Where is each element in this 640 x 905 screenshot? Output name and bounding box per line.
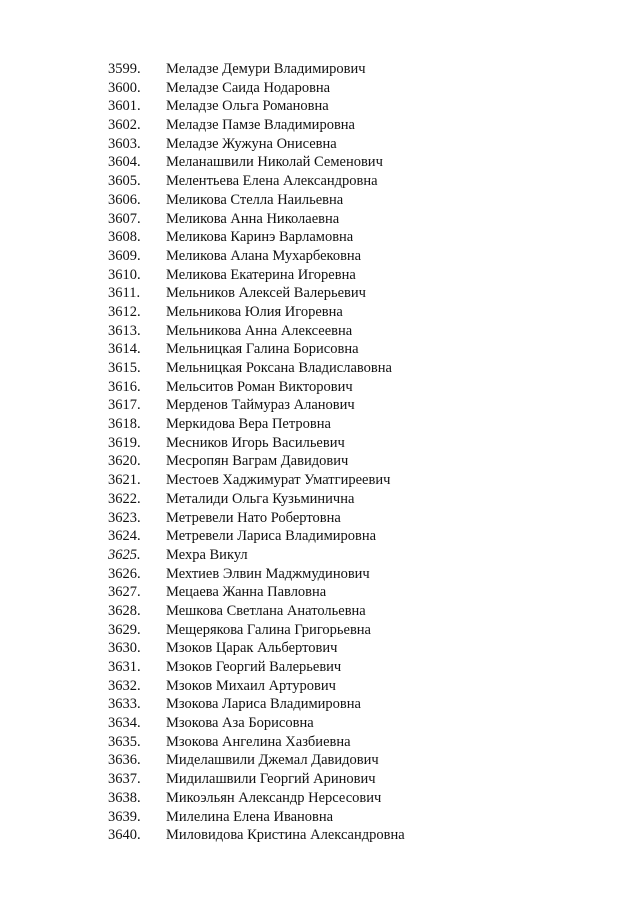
list-item bbox=[108, 378, 405, 397]
list-item bbox=[108, 116, 405, 135]
list-item bbox=[108, 639, 405, 658]
list-item bbox=[108, 546, 405, 565]
entry-name: Милелина Елена Ивановна bbox=[166, 808, 334, 825]
entry-name: Мелентьева Елена Александровна bbox=[166, 173, 378, 190]
list-item bbox=[108, 153, 405, 172]
entry-number: 3601. bbox=[108, 98, 141, 115]
list-item bbox=[108, 60, 405, 79]
list-item bbox=[108, 396, 405, 415]
list-item bbox=[108, 658, 405, 677]
list-item bbox=[108, 340, 405, 359]
list-item bbox=[108, 490, 405, 509]
entry-name: Мельников Алексей Валерьевич bbox=[166, 285, 366, 302]
list-item bbox=[108, 509, 405, 528]
entry-number: 3626. bbox=[108, 565, 141, 582]
entry-number: 3631. bbox=[108, 659, 141, 675]
list-item bbox=[108, 621, 405, 640]
list-item bbox=[108, 714, 405, 733]
entry-number: 3609. bbox=[108, 247, 141, 264]
entry-number: 3603. bbox=[108, 135, 141, 152]
list-item bbox=[108, 284, 405, 303]
entry-name: Микоэльян Александр Нерсесович bbox=[166, 789, 382, 806]
entry-number: 3600. bbox=[108, 79, 141, 96]
entry-name: Мзокова Аза Борисовна bbox=[166, 715, 314, 732]
list-item bbox=[108, 770, 405, 789]
entry-name: Мзоков Георгий Валерьевич bbox=[166, 659, 342, 675]
entry-name: Мзокова Ангелина Хазбиевна bbox=[166, 733, 351, 750]
entry-number: 3611. bbox=[108, 285, 141, 302]
entry-number: 3628. bbox=[108, 602, 141, 619]
entry-name: Местоев Хаджимурат Уматгиреевич bbox=[166, 472, 391, 489]
entry-number: 3629. bbox=[108, 621, 141, 638]
entry-name: Мерденов Таймураз Аланович bbox=[166, 397, 355, 414]
list-item bbox=[108, 359, 405, 378]
entry-name: Мельникова Анна Алексеевна bbox=[166, 322, 353, 339]
entry-number: 3624. bbox=[108, 528, 141, 545]
entry-name: Мешкова Светлана Анатольевна bbox=[166, 602, 366, 619]
entry-name: Мзокова Лариса Владимировна bbox=[166, 696, 361, 713]
entry-name: Месропян Ваграм Давидович bbox=[166, 453, 349, 470]
entry-name: Миделашвили Джемал Давидович bbox=[166, 752, 379, 769]
entry-name: Мельситов Роман Викторович bbox=[166, 378, 353, 395]
entry-name: Мельницкая Роксана Владиславовна bbox=[166, 360, 392, 376]
entry-name: Меладзе Ольга Романовна bbox=[166, 98, 329, 115]
entry-number: 3640. bbox=[108, 827, 141, 844]
list-item bbox=[108, 434, 405, 453]
list-item bbox=[108, 471, 405, 490]
list-item bbox=[108, 97, 405, 116]
list-item bbox=[108, 266, 405, 285]
entry-number: 3621. bbox=[108, 472, 141, 489]
entry-number: 3634. bbox=[108, 715, 141, 732]
entry-number: 3613. bbox=[108, 322, 141, 339]
list-item bbox=[108, 695, 405, 714]
entry-number: 3612. bbox=[108, 303, 141, 320]
entry-name: Мельницкая Галина Борисовна bbox=[166, 341, 359, 358]
entry-number: 3625. bbox=[108, 546, 141, 563]
entry-number: 3637. bbox=[108, 771, 141, 788]
entry-number: 3622. bbox=[108, 490, 141, 507]
entry-number: 3599. bbox=[108, 61, 141, 77]
entry-name: Меладзе Демури Владимирович bbox=[166, 61, 366, 77]
entry-name: Мещерякова Галина Григорьевна bbox=[166, 621, 371, 638]
entry-number: 3636. bbox=[108, 752, 141, 769]
entry-number: 3607. bbox=[108, 210, 141, 227]
entry-number: 3605. bbox=[108, 173, 141, 190]
entry-number: 3619. bbox=[108, 434, 141, 451]
entry-name: Меланашвили Николай Семенович bbox=[166, 154, 383, 171]
entry-name: Меликова Каринэ Варламовна bbox=[166, 229, 354, 246]
entry-name: Мзоков Михаил Артурович bbox=[166, 677, 336, 694]
entry-name: Месников Игорь Васильевич bbox=[166, 434, 345, 451]
entry-number: 3614. bbox=[108, 341, 141, 358]
entry-number: 3617. bbox=[108, 397, 141, 414]
entry-name: Мзоков Царак Альбертович bbox=[166, 640, 338, 657]
entry-number: 3606. bbox=[108, 191, 141, 208]
entry-name: Металиди Ольга Кузьминична bbox=[166, 490, 355, 507]
entry-name: Мехтиев Элвин Маджмудинович bbox=[166, 565, 370, 582]
list-item bbox=[108, 415, 405, 434]
list-item bbox=[108, 172, 405, 191]
list-item bbox=[108, 677, 405, 696]
entry-name: Меликова Алана Мухарбековна bbox=[166, 247, 362, 264]
entry-name: Меликова Анна Николаевна bbox=[166, 210, 340, 227]
list-item bbox=[108, 191, 405, 210]
entry-name: Меладзе Памзе Владимировна bbox=[166, 117, 355, 134]
entry-name: Метревели Лариса Владимировна bbox=[166, 528, 377, 545]
name-list bbox=[108, 60, 405, 845]
entry-number: 3604. bbox=[108, 154, 141, 171]
list-item bbox=[108, 527, 405, 546]
entry-name: Мецаева Жанна Павловна bbox=[166, 584, 327, 601]
entry-name: Меликова Стелла Наильевна bbox=[166, 191, 344, 208]
entry-name: Меликова Екатерина Игоревна bbox=[166, 266, 356, 283]
entry-name: Мельникова Юлия Игоревна bbox=[166, 303, 343, 320]
list-item bbox=[108, 322, 405, 341]
entry-number: 3639. bbox=[108, 808, 141, 825]
entry-name: Миловидова Кристина Александровна bbox=[166, 827, 405, 844]
list-item bbox=[108, 733, 405, 752]
entry-number: 3620. bbox=[108, 453, 141, 470]
list-item bbox=[108, 583, 405, 602]
entry-number: 3623. bbox=[108, 509, 141, 526]
entry-name: Мехра Викул bbox=[166, 546, 248, 563]
list-item bbox=[108, 228, 405, 247]
list-item bbox=[108, 303, 405, 322]
list-item bbox=[108, 247, 405, 266]
entry-number: 3632. bbox=[108, 677, 141, 694]
list-item bbox=[108, 751, 405, 770]
list-item bbox=[108, 565, 405, 584]
list-item bbox=[108, 826, 405, 845]
entry-name: Меркидова Вера Петровна bbox=[166, 416, 331, 433]
list-item bbox=[108, 808, 405, 827]
entry-name: Метревели Нато Робертовна bbox=[166, 509, 341, 526]
entry-number: 3615. bbox=[108, 360, 141, 376]
entry-number: 3627. bbox=[108, 584, 141, 601]
list-item bbox=[108, 79, 405, 98]
entry-number: 3608. bbox=[108, 229, 141, 246]
list-item bbox=[108, 789, 405, 808]
list-item bbox=[108, 602, 405, 621]
entry-name: Меладзе Жужуна Онисевна bbox=[166, 135, 337, 152]
list-item bbox=[108, 452, 405, 471]
entry-name: Меладзе Саида Нодаровна bbox=[166, 79, 331, 96]
entry-number: 3638. bbox=[108, 789, 141, 806]
entry-number: 3602. bbox=[108, 117, 141, 134]
entry-number: 3630. bbox=[108, 640, 141, 657]
entry-number: 3633. bbox=[108, 696, 141, 713]
entry-number: 3616. bbox=[108, 378, 141, 395]
entry-number: 3610. bbox=[108, 266, 141, 283]
entry-number: 3618. bbox=[108, 416, 141, 433]
list-item bbox=[108, 135, 405, 154]
entry-number: 3635. bbox=[108, 733, 141, 750]
list-item bbox=[108, 210, 405, 229]
entry-name: Мидилашвили Георгий Аринович bbox=[166, 771, 376, 788]
